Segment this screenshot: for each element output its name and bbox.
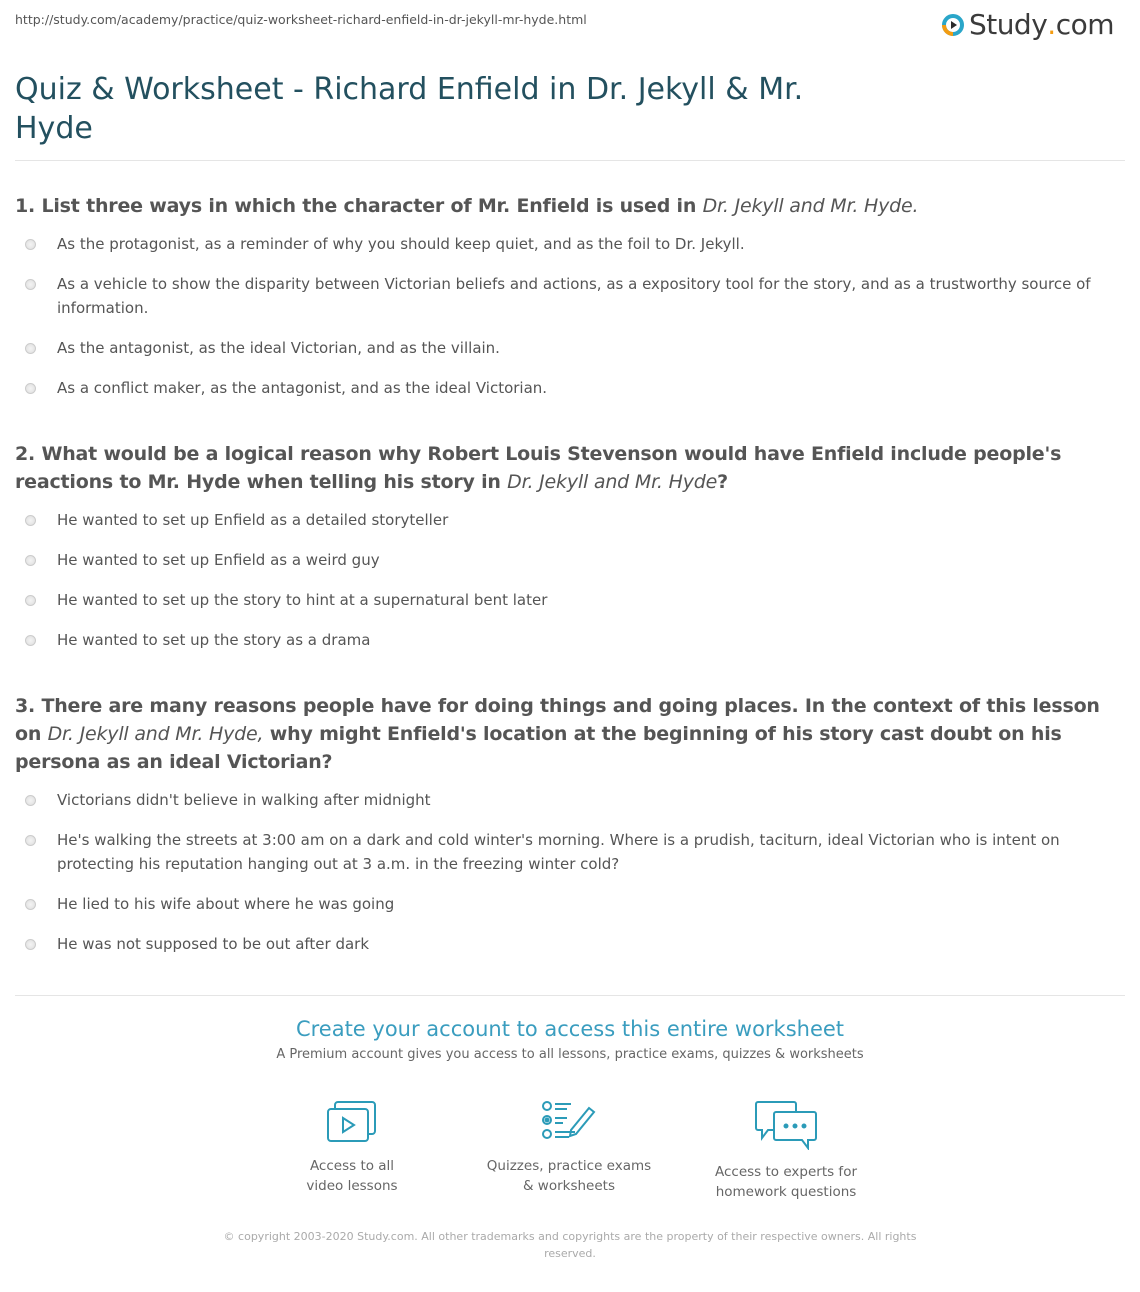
question-text-italic: Dr. Jekyll and Mr. Hyde xyxy=(507,471,718,493)
question-text xyxy=(15,692,1127,776)
radio-icon[interactable] xyxy=(25,595,36,606)
page-title: Quiz & Worksheet - Richard Enfield in Dr. Jekyll & Mr. Hyde xyxy=(15,72,804,146)
option-label: He was not supposed to be out after dark xyxy=(57,935,370,953)
feature-label: Access to experts for xyxy=(714,1164,857,1180)
answer-option[interactable] xyxy=(15,232,1127,256)
cta-heading-link[interactable]: Create your account to access this entire worksheet xyxy=(295,1017,845,1041)
feature-label: video lessons xyxy=(306,1178,398,1194)
question-text xyxy=(15,192,1127,220)
radio-icon[interactable] xyxy=(25,835,36,846)
answer-option[interactable] xyxy=(15,932,1127,956)
logo-text: Study xyxy=(968,8,1048,41)
feature-label: homework questions xyxy=(715,1184,857,1200)
logo-tld: com xyxy=(1055,8,1114,41)
feature-label: Quizzes, practice exams xyxy=(486,1158,652,1174)
option-label: He lied to his wife about where he was going xyxy=(57,895,395,913)
divider xyxy=(15,995,1125,996)
study-logo[interactable] xyxy=(941,8,1114,41)
feature-label: & worksheets xyxy=(522,1178,615,1194)
play-circle-icon xyxy=(941,13,965,37)
option-label: Victorians didn't believe in walking after midnight xyxy=(57,791,431,809)
feature-quizzes xyxy=(469,1100,669,1196)
radio-icon[interactable] xyxy=(25,635,36,646)
video-lessons-icon xyxy=(326,1100,378,1144)
question-text-segment: 3. There are many reasons people have for doing things and going places. In the context of this lesson on xyxy=(15,695,1100,745)
page-url: http://study.com/academy/practice/quiz-worksheet-richard-enfield-in-dr-jekyll-mr-hyde.html xyxy=(15,12,587,27)
question-text xyxy=(15,440,1127,496)
cta-subtext: A Premium account gives you access to all lessons, practice exams, quizzes & worksheets xyxy=(276,1047,864,1062)
question-text-segment: why might Enfield's location at the beginning of his story cast doubt on his persona as an ideal Victorian? xyxy=(15,723,1062,773)
answer-option[interactable] xyxy=(15,272,1127,320)
signup-cta xyxy=(0,1017,1140,1062)
answer-option[interactable] xyxy=(15,376,1127,400)
chat-bubbles-icon xyxy=(754,1100,818,1150)
radio-icon[interactable] xyxy=(25,939,36,950)
option-label: He wanted to set up Enfield as a weird guy xyxy=(57,551,380,569)
radio-icon[interactable] xyxy=(25,555,36,566)
question-text-italic: Dr. Jekyll and Mr. Hyde, xyxy=(47,723,264,745)
question-text-segment: ? xyxy=(717,471,728,493)
answer-option[interactable] xyxy=(15,336,1127,360)
radio-icon[interactable] xyxy=(25,343,36,354)
radio-icon[interactable] xyxy=(25,279,36,290)
answer-option[interactable] xyxy=(15,788,1127,812)
option-label: He wanted to set up Enfield as a detailed storyteller xyxy=(57,511,449,529)
answer-option[interactable] xyxy=(15,628,1127,652)
feature-video-lessons xyxy=(252,1100,452,1196)
radio-icon[interactable] xyxy=(25,795,36,806)
option-label: He wanted to set up the story to hint at a supernatural bent later xyxy=(57,591,548,609)
option-label: As the antagonist, as the ideal Victorian, and as the villain. xyxy=(57,339,500,357)
answer-option[interactable] xyxy=(15,828,1127,876)
option-label: He's walking the streets at 3:00 am on a dark and cold winter's morning. Where is a prudish, taciturn, ideal Victorian who is intent on protecting his reputation hanging out at 3 a.m. in the freezing winter cold? xyxy=(57,831,1060,873)
radio-icon[interactable] xyxy=(25,899,36,910)
question-2 xyxy=(15,440,1127,668)
option-label: As a vehicle to show the disparity between Victorian beliefs and actions, as a expository tool for the story, and as a trustworthy source of information. xyxy=(57,275,1091,317)
radio-icon[interactable] xyxy=(25,239,36,250)
radio-icon[interactable] xyxy=(25,515,36,526)
option-label: He wanted to set up the story as a drama xyxy=(57,631,371,649)
radio-icon[interactable] xyxy=(25,383,36,394)
question-text-italic: Dr. Jekyll and Mr. Hyde. xyxy=(702,195,919,217)
quiz-checklist-icon xyxy=(541,1100,597,1144)
question-text-segment: 1. List three ways in which the character of Mr. Enfield is used in xyxy=(15,195,703,217)
option-label: As a conflict maker, as the antagonist, and as the ideal Victorian. xyxy=(57,379,548,397)
question-1 xyxy=(15,192,1127,416)
question-3 xyxy=(15,692,1127,972)
logo-dot: . xyxy=(1047,8,1056,41)
answer-option[interactable] xyxy=(15,892,1127,916)
divider xyxy=(15,160,1125,161)
feature-label: Access to all xyxy=(309,1158,395,1174)
question-text-segment: 2. What would be a logical reason why Robert Louis Stevenson would have Enfield include people's reactions to Mr. Hyde when telling his story in xyxy=(15,443,1062,493)
option-label: As the protagonist, as a reminder of why you should keep quiet, and as the foil to Dr. Jekyll. xyxy=(57,235,745,253)
answer-option[interactable] xyxy=(15,548,1127,572)
answer-option[interactable] xyxy=(15,588,1127,612)
feature-experts xyxy=(686,1100,886,1202)
answer-option[interactable] xyxy=(15,508,1127,532)
copyright: © copyright 2003-2020 Study.com. All other trademarks and copyrights are the property of their respective owners. All rights reserved. xyxy=(223,1230,917,1260)
